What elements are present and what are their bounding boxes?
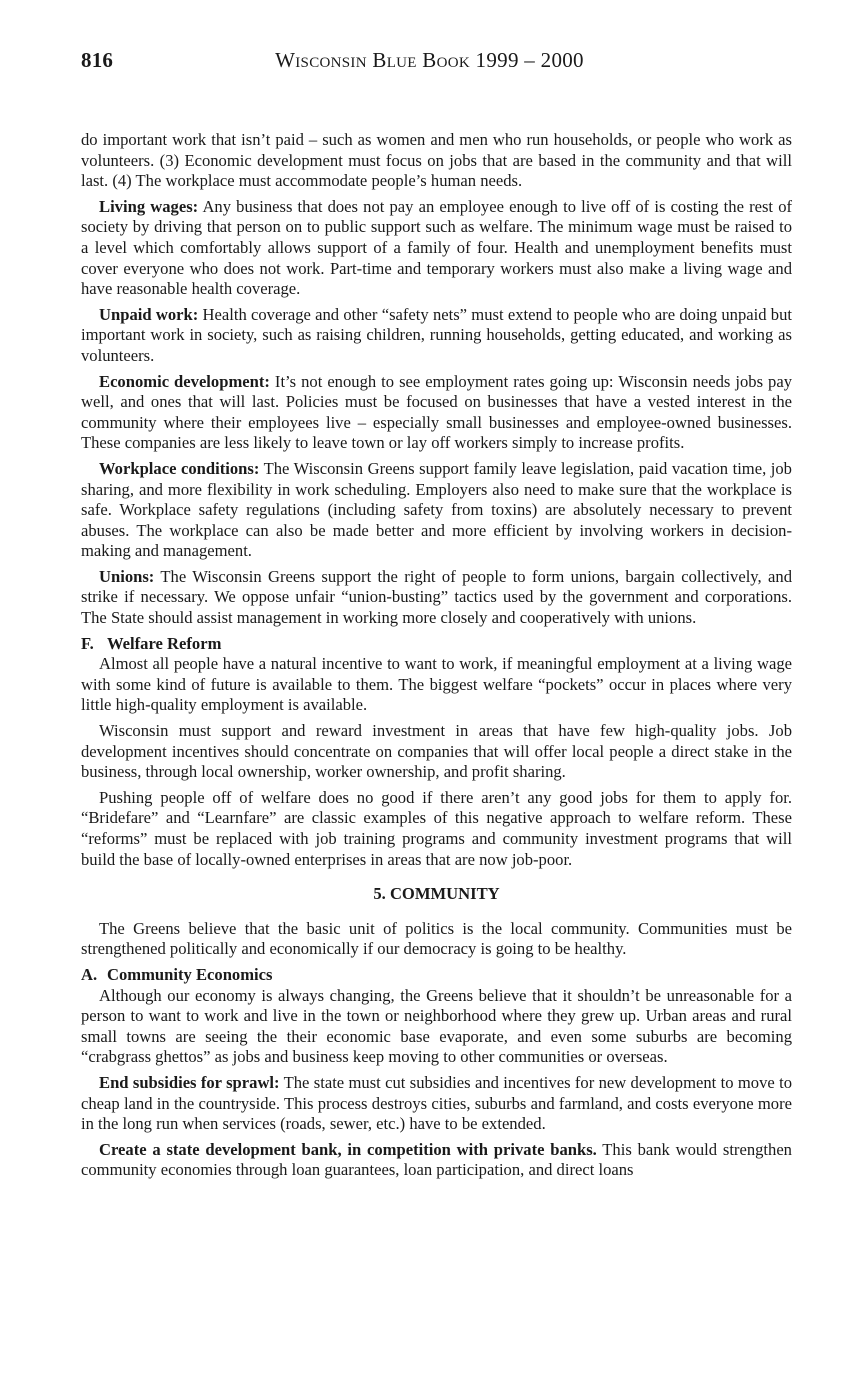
paragraph-welfare-3: Pushing people off of welfare does no good if there aren’t any good jobs for them to apply for. “Bridefare” and “Learnfare” are classic examples of this negative approach to welfare reform. These “reforms” must be replaced with job training programs and community investment programs that will build the base of locally-owned enterprises in areas that are now job-poor. [81,787,792,869]
paragraph-sprawl [81,1073,792,1135]
paragraph-text: This bank would strengthen community economies through loan guarantees, loan participation, and direct loans [81,1139,792,1180]
paragraph-community-economics: Although our economy is always changing, the Greens believe that it shouldn’t be unreasonable for a person to want to work and live in the town or neighborhood where they grew up. Urban areas and rural small towns are seeing the their economic base evaporate, and even some suburbs are becoming “crabgrass ghettos” as jobs and business keep moving to other communities or overseas. [81,985,792,1067]
paragraph-workplace-conditions [81,459,792,562]
subsection-letter: F. [81,633,94,653]
continued-paragraph: do important work that isn’t paid – such as women and men who run households, or people who work as volunteers. (3) Economic development must focus on jobs that are based in the community and that will last. (4) The workplace must accommodate people’s human needs. [81,130,792,191]
subsection-title: Community Economics [107,964,273,984]
paragraph-text: The state must cut subsidies and incentives for new development to move to cheap land in the countryside. This process destroys cities, suburbs and farmland, and costs everyone more in the long run when services (roads, sewer, etc.) have to be extended. [81,1072,792,1134]
run-in-heading: Create a state development bank, in competition with private banks. [99,1139,597,1159]
page-number: 816 [81,48,114,72]
subsection-heading-community-economics [81,965,792,986]
run-in-heading: Unions: [99,566,155,586]
paragraph-living-wages [81,197,792,300]
subsection-title: Welfare Reform [107,633,222,653]
paragraph-unpaid-work [81,305,792,367]
section-title-community: 5. COMMUNITY [373,884,500,904]
paragraph-economic-development [81,372,792,454]
run-in-heading: Living wages: [99,196,199,216]
running-head: Wisconsin Blue Book 1999 – 2000 [275,48,584,72]
paragraph-unions [81,567,792,629]
paragraph-development-bank [81,1140,792,1181]
run-in-heading: End subsidies for sprawl: [99,1072,280,1092]
run-in-heading: Workplace conditions: [99,458,260,478]
subsection-heading-welfare-reform [81,634,792,655]
paragraph-text: The Wisconsin Greens support the right of people to form unions, bargain collectively, and strike if necessary. We oppose unfair “union-busting” tactics used by the government and corporations. The State should assist management in working more closely and cooperatively with unions. [81,566,792,628]
run-in-heading: Unpaid work: [99,304,199,324]
paragraph-text: It’s not enough to see employment rates going up: Wisconsin needs jobs pay well, and ones that will last. Policies must be focused on businesses that have a vested interest in the community where their employees live – especially small businesses and employee-owned businesses. These companies are less likely to leave town or lay off workers simply to increase profits. [81,371,792,453]
page-body [81,130,792,1186]
subsection-letter: A. [81,964,98,984]
paragraph-welfare-1: Almost all people have a natural incentive to want to work, if meaningful employment at a living wage with some kind of future is available to them. The biggest welfare “pockets” occur in places where very little high-quality employment is available. [81,654,792,715]
paragraph-text: Any business that does not pay an employee enough to live off of is costing the rest of society by driving that person on to public support such as welfare. The minimum wage must be raised to a level which comfortably allows support of a family of four. Health and unemployment benefits must cover everyone who does not work. Part-time and temporary workers must also make a living wage and have reasonable health coverage. [81,196,793,299]
run-in-heading: Economic development: [99,371,270,391]
paragraph-community-intro: The Greens believe that the basic unit of politics is the local community. Communities must be strengthened politically and economically if our democracy is going to be healthy. [81,918,792,959]
paragraph-text: The Wisconsin Greens support family leave legislation, paid vacation time, job sharing, and more flexibility in work scheduling. Employers also need to make sure that the workplace is safe. Workplace safety regulations (including safety from toxins) are absolutely necessary to prevent abuses. The workplace can also be made better and more efficient by involving workers in decision-making and management. [81,458,792,561]
paragraph-welfare-2: Wisconsin must support and reward investment in areas that have few high-quality jobs. Job development incentives should concentrate on companies that will offer local people a direct stake in the business, through local ownership, worker ownership, and profit sharing. [81,721,792,782]
paragraph-text: Health coverage and other “safety nets” must extend to people who are doing unpaid but important work in society, such as raising children, running households, getting educated, and working as volunteers. [81,304,793,365]
